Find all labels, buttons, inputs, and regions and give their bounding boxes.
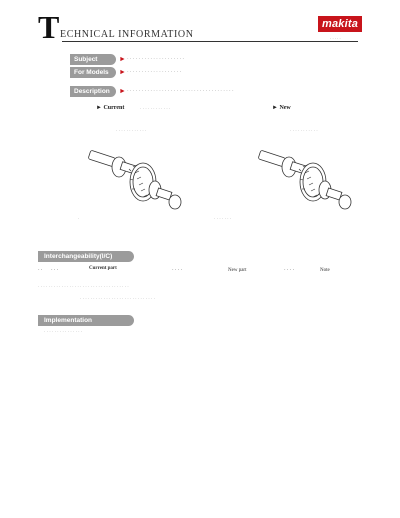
table-row-faint-1: · · · · · · · · · · · · · · · · · · · · · · · · · · · · · · · · · · ·: [38, 284, 129, 289]
new-label: ► New: [272, 105, 291, 111]
title-initial: T: [38, 9, 60, 45]
makita-logo: makita: [318, 16, 362, 32]
description-label: Description: [70, 86, 116, 97]
table-header-note: Note: [320, 268, 330, 273]
current-note-faint: · · · · · · · · · · · ·: [140, 106, 171, 111]
implementation-text-faint: · · · · · · · · · · · · · · ·: [44, 329, 83, 334]
table-col-faint-3: · · · ·: [172, 268, 183, 273]
new-caption-faint: · · · · · · ·: [214, 216, 232, 221]
current-armature-illustration: [85, 140, 185, 215]
table-row-faint-2: · · · · · · · · · · · · · · · · · · · · · · · · · · · · ·: [80, 296, 155, 301]
document-number-faint: · · · · ·: [330, 36, 341, 41]
description-arrow-icon: ►: [119, 87, 126, 95]
table-col-faint-4: · · · ·: [284, 268, 295, 273]
table-header-current-part: Current part: [89, 266, 117, 271]
current-caption-faint: ·: [78, 216, 80, 221]
new-armature-illustration: [255, 140, 355, 215]
subject-label: Subject: [70, 54, 116, 65]
title-rule: [62, 41, 358, 42]
description-text: · · · · · · · · · · · · · · · · · · · · · · · · · · · · · · · · · · · · ·: [127, 89, 234, 94]
models-text: · · · · · · · · · · · · · · · · · · ·: [127, 70, 182, 75]
subject-arrow-icon: ►: [119, 55, 126, 63]
subject-text: · · · · · · · · · · · · · · · · · · · ·: [127, 57, 185, 62]
page-title: ECHNICAL INFORMATION: [60, 29, 194, 40]
table-col-faint-2: · · ·: [51, 268, 59, 273]
new-callout-faint: · · · · · · · · · · ·: [290, 128, 318, 133]
interchangeability-section-header: Interchangeability(I/C): [38, 251, 134, 262]
current-callout-faint: · · · · · · · · · · · ·: [116, 128, 147, 133]
current-label: ► Current: [96, 105, 125, 111]
for-models-label: For Models: [70, 67, 116, 78]
models-arrow-icon: ►: [119, 68, 126, 76]
implementation-section-header: Implementation: [38, 315, 134, 326]
table-col-faint-1: · ·: [38, 268, 43, 273]
table-header-new-part: New part: [228, 268, 247, 273]
